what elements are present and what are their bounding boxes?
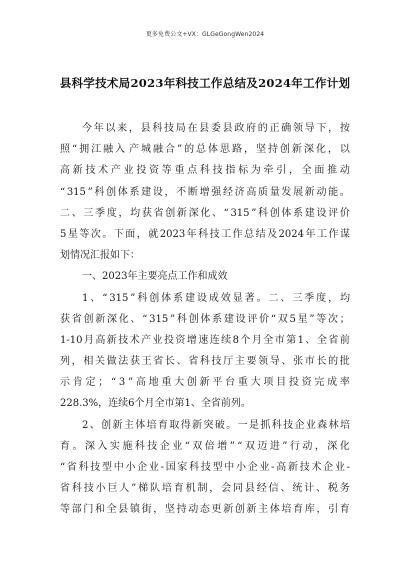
text-line: 育 。 深 入 实 施 科 技 企 业 “ 双 倍 增 ” “ 双 迈 进 ” 行 动 ， 深 化 (60, 440, 350, 452)
text-line: 今 年 以 来 ， 县 科 技 局 在 县 委 县 政 府 的 正 确 领 导 下 ， 按 (82, 123, 350, 134)
text-line: 二 、 三 季 度 ， 均 获 省 创 新 深 化 、 “ 315 ” 科 创 体 系 建 设 评 价 (60, 207, 350, 219)
text-line: 照 “ 拥 江 融 入 产 城 融 合 ” 的 总 体 思 路 ， 坚 持 创 新 深 化 ， 以 (60, 144, 350, 156)
text-line: 等 部 门 和 全 县 镇 街 ， 坚 持 动 态 更 新 创 新 主 体 培 育 库 ， 引 育 (60, 504, 350, 516)
text-line: 一、2023年主要亮点工作和成效 (82, 271, 228, 283)
text-line: 1 、 “ 315 ” 科 创 体 系 建 设 成 效 显 著 。 二 、 三 季 度 ， 均 (82, 292, 350, 304)
document-title: 县科学技术局2023年科技工作总结及2024年工作计划 (59, 76, 351, 90)
text-line: 5 星 等 次 。 下 面 ， 就 2023 年 科 技 工 作 总 结 及 2024 年 工 作 谋 (60, 228, 350, 240)
text-line: 获 省 创 新 深 化 、 “ 315 ” 科 创 体 系 建 设 评 价 “ 双 5 星 ” 等 次 ； (60, 313, 350, 325)
text-line: 省 科 技 小 巨 人 ” 梯 队 培 育 机 制 ， 会 同 县 经 信 、 统 计 、 税 务 (60, 483, 350, 495)
header-note: 更多免费公文+VX：GLGeGongWen2024 (145, 31, 265, 38)
document-body (60, 118, 350, 521)
text-line: 示 肯 定 ； “ 3 ” 高 地 重 大 创 新 平 台 重 大 项 目 投 资 完 成 率 (60, 377, 350, 389)
text-line: 228.3%，连续6个月全市第1、全省前列。 (60, 398, 251, 410)
text-line: “ 315 ” 科 创 体 系 建 设 ， 不 断 增 强 经 济 高 质 量 发 展 新 动 能 。 (60, 186, 350, 198)
text-line: 列 ， 相 关 做 法 获 王 省 长 、 省 科 技 厅 主 要 领 导 、 张 市 长 的 批 (60, 356, 350, 368)
text-line: “ 省 科 技 型 中 小 企 业 - 国 家 科 技 型 中 小 企 业 - 高 新 技 术 企 业 - (60, 462, 350, 473)
text-line: 1-10 月 高 新 技 术 产 业 投 资 增 速 连 续 8 个 月 全 市 第 1 、 全 省 前 (60, 334, 350, 346)
text-line: 划情况汇报如下： (60, 250, 140, 262)
text-line: 2 、 创 新 主 体 培 育 取 得 新 突 破 。 一 是 抓 科 技 企 业 森 林 培 (82, 419, 350, 431)
text-line: 高 新 技 术 产 业 投 资 等 重 点 科 技 指 标 为 牵 引 ， 全 面 推 动 (60, 165, 350, 177)
